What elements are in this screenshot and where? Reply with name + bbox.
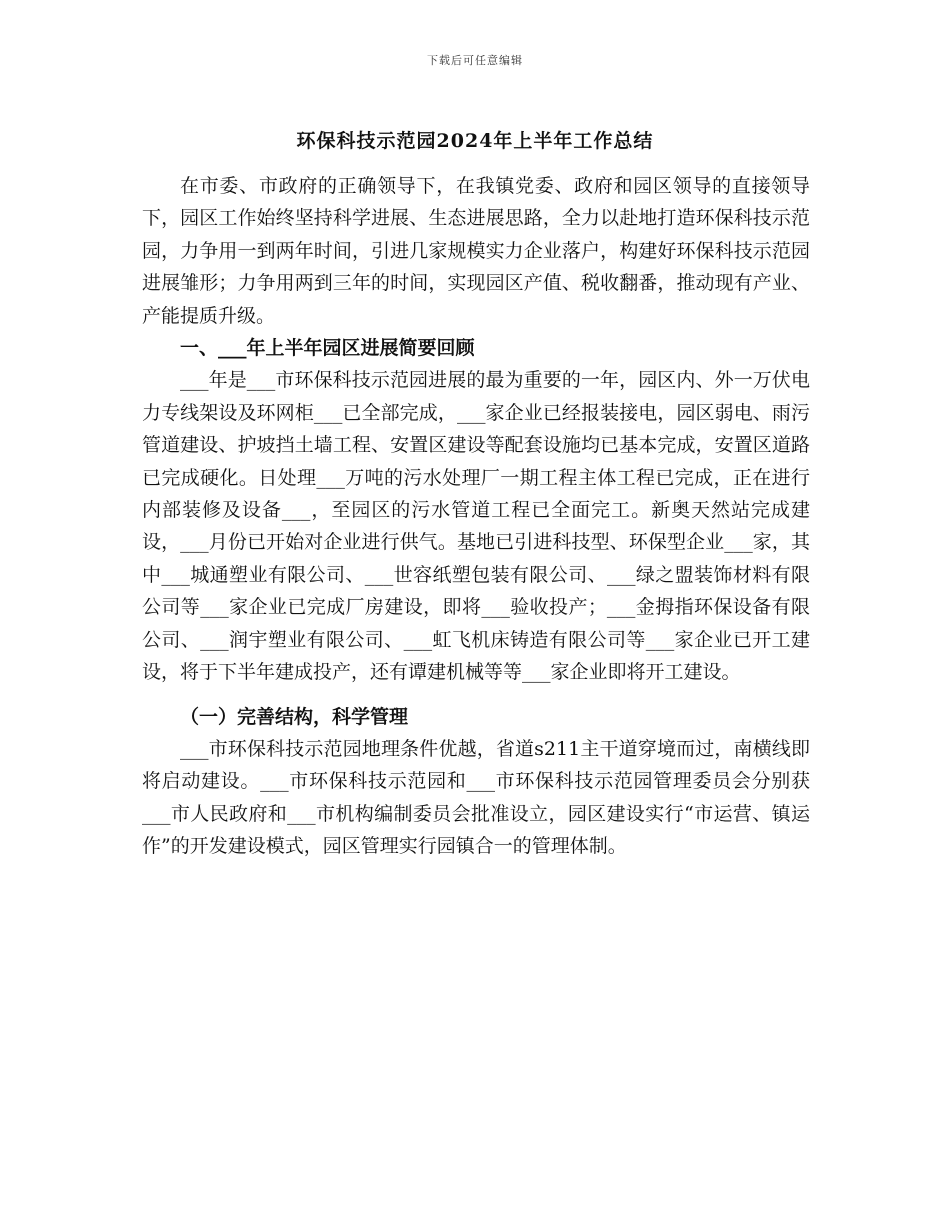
subsection-heading-structure: （一）完善结构，科学管理 [180, 705, 409, 728]
structure-paragraph: ___市环保科技示范园地理条件优越，省道s211主干道穿境而过，南横线即将启动建设。___市环保科技示范园和___市环保科技示范园管理委员会分别获___市人民政府和___市机构编制委员会批准设立，园区建设实行“市运营、镇运作”的开发建设模式，园区管理实行园镇合一的管理体制。 [142, 737, 810, 858]
document-title: 环保科技示范园2024年上半年工作总结 [296, 130, 654, 152]
paragraph-gap [142, 689, 810, 701]
review-paragraph: ___年是___市环保科技示范园进展的最为重要的一年，园区内、外一万伏电力专线架设及环网柜___已全部完成，___家企业已经报装接电，园区弱电、雨污管道建设、护坡挡土墙工程、安置区建设等配套设施均已基本完成，安置区道路已完成硬化。日处理___万吨的污水处理厂一期工程主体工程已完成，正在进行内部装修及设备___，至园区的污水管道工程已全面完工。新奥天然站完成建设，___月份已开始对企业进行供气。基地已引进科技型、环保型企业___家，其中___城通塑业有限公司、___世容纸塑包装有限公司、___绿之盟装饰材料有限公司等___家企业已完成厂房建设，即将___验收投产；___金拇指环保设备有限公司、___润宇塑业有限公司、___虹飞机床铸造有限公司等___家企业已开工建设，将于下半年建成投产，还有谭建机械等等___家企业即将开工建设。 [142, 369, 810, 684]
intro-paragraph: 在市委、市政府的正确领导下，在我镇党委、政府和园区领导的直接领导下，园区工作始终坚持科学进展、生态进展思路，全力以赴地打造环保科技示范园，力争用一到两年时间，引进几家规模实力企业落户，构建好环保科技示范园进展雏形；力争用两到三年的时间，实现园区产值、税收翻番，推动现有产业、产能提质升级。 [142, 175, 810, 327]
page-header-note: 下载后可任意编辑 [427, 54, 523, 67]
section-heading-review: 一、___年上半年园区进展简要回顾 [180, 337, 475, 360]
document-body [142, 170, 810, 863]
